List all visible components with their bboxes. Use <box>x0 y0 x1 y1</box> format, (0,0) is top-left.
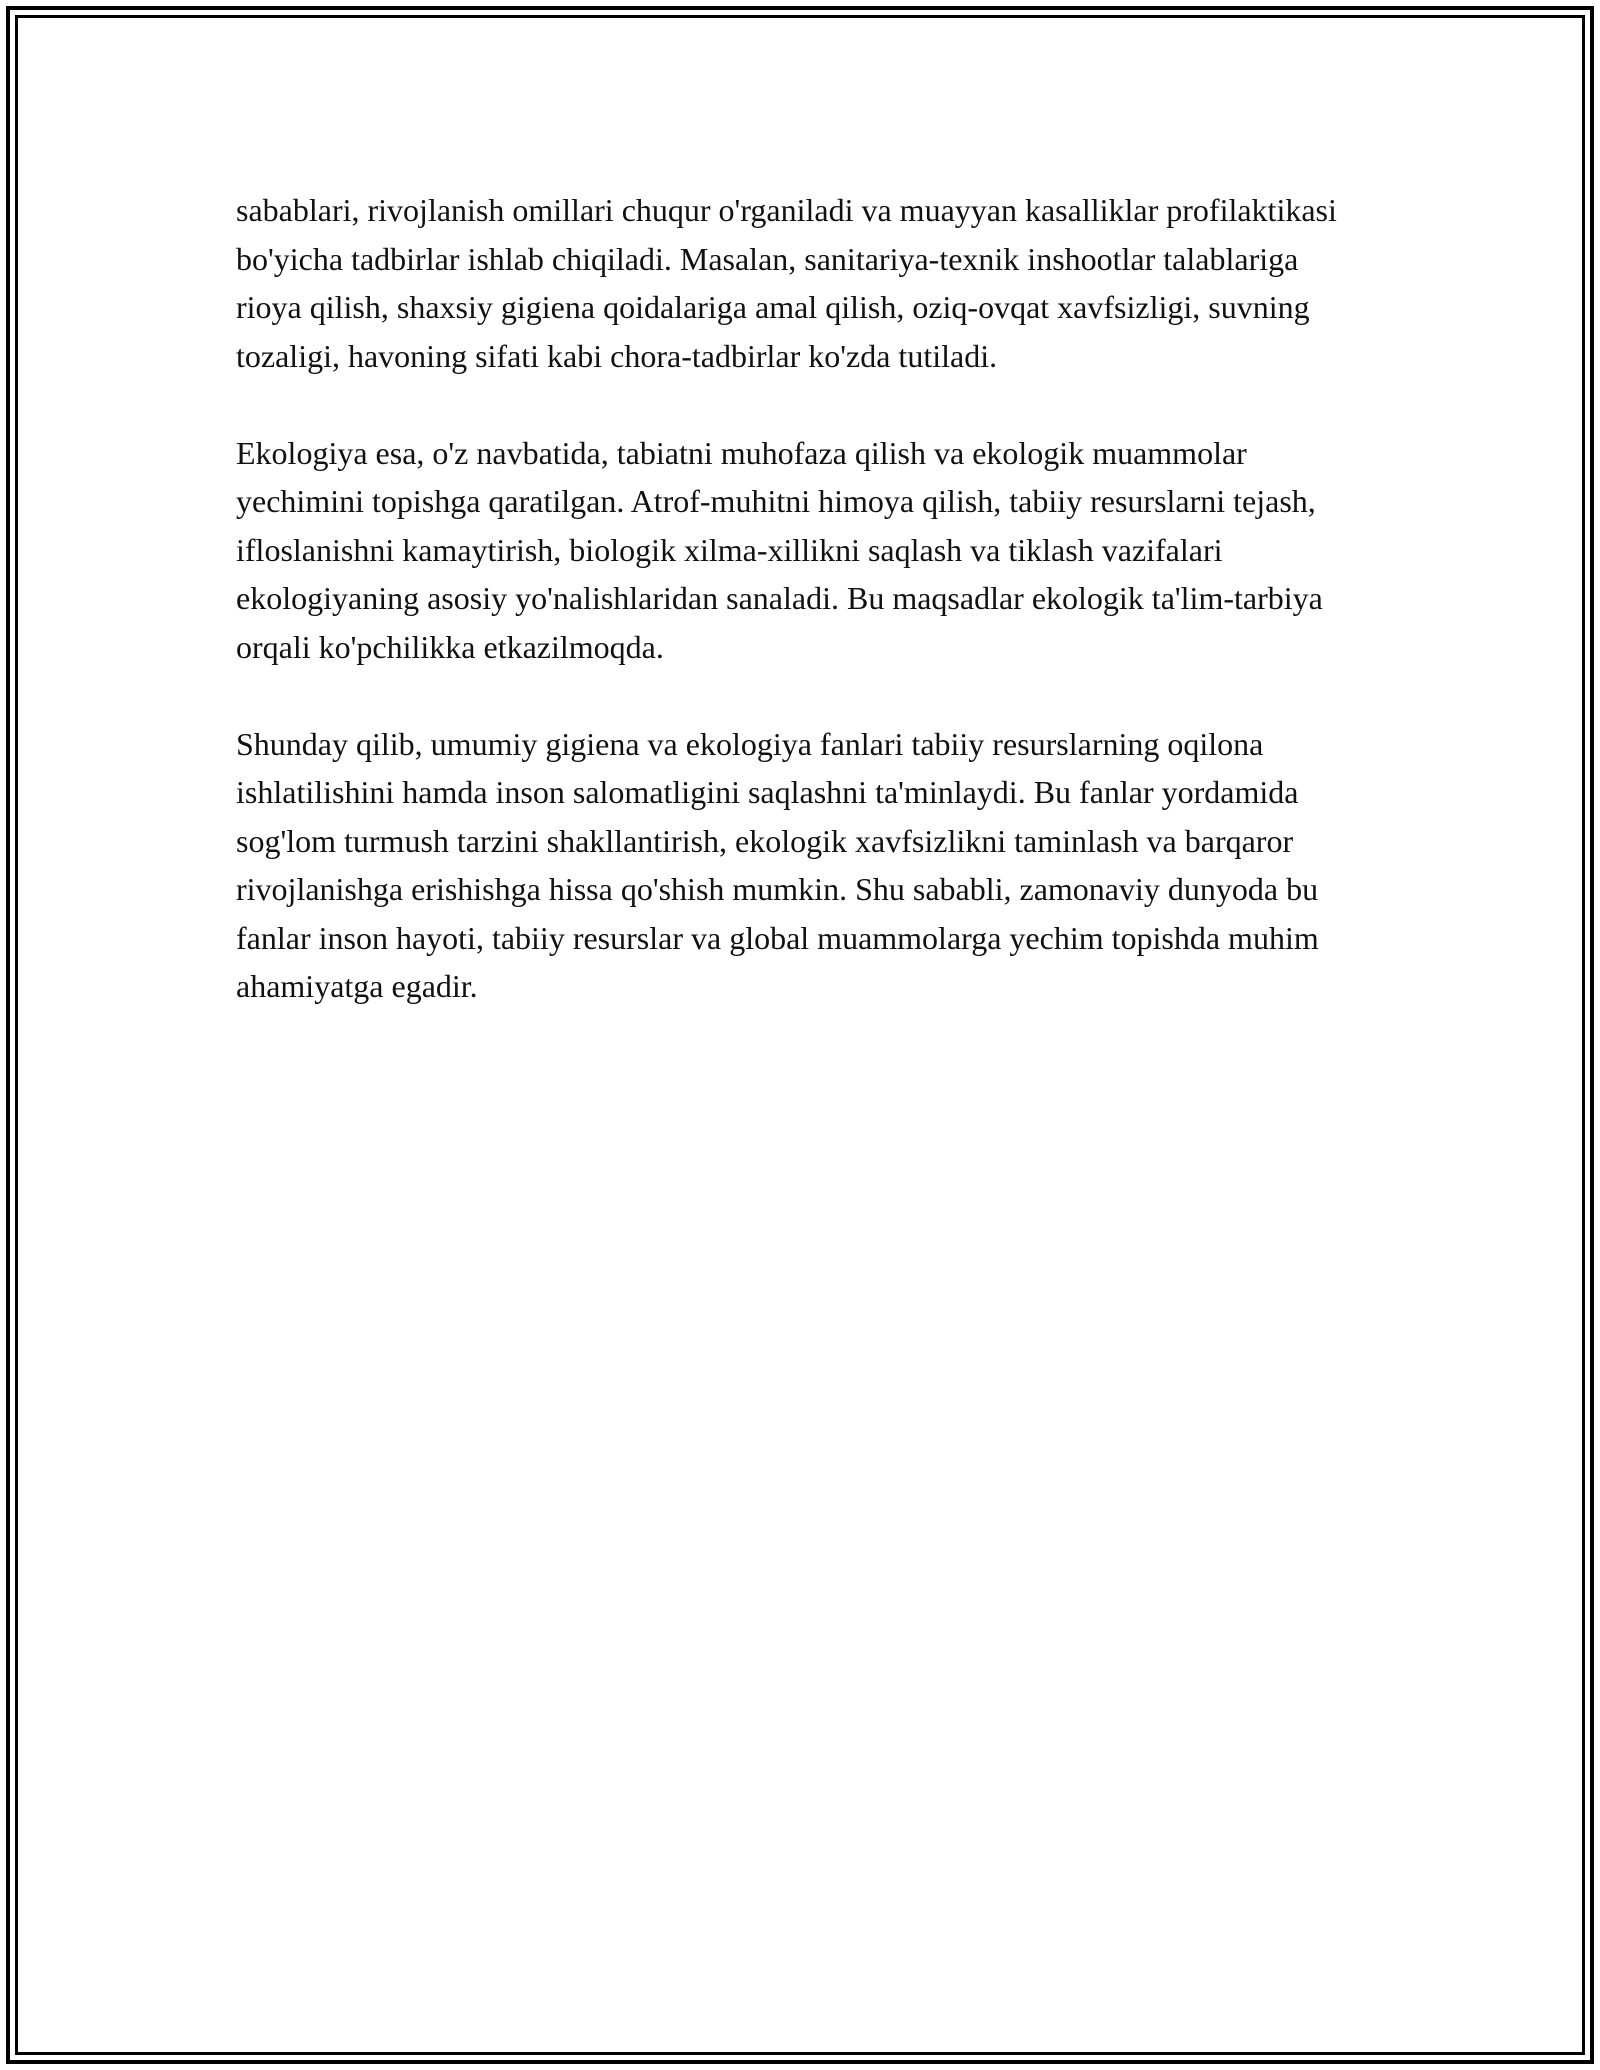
paragraph-ecology: Ekologiya esa, o'z navbatida, tabiatni muhofaza qilish va ekologik muammolar yechimini topishga qaratilgan. Atrof-muhitni himoya qilish, tabiiy resurslarni tejash, ifloslanishni kamaytirish, biologik xilma-xillikni saqlash va tiklash vazifalari ekologiyaning asosiy yo'nalishlaridan sanaladi. Bu maqsadlar ekologik ta'lim-tarbiya orqali ko'pchilikka etkazilmoqda. <box>236 434 1323 665</box>
paragraph-conclusion: Shunday qilib, umumiy gigiena va ekologiya fanlari tabiiy resurslarning oqilona ishlatilishini hamda inson salomatligini saqlashni ta'minlaydi. Bu fanlar yordamida sog'lom turmush tarzini shakllantirish, ekologik xavfsizlikni taminlash va barqaror rivojlanishga erishishga hissa qo'shish mumkin. Shu sababli, zamonaviy dunyoda bu fanlar inson hayoti, tabiiy resurslar va global muammolarga yechim topishda muhim ahamiyatga egadir. <box>236 725 1319 1004</box>
document-body <box>236 186 1366 1059</box>
paragraph-hygiene-measures: sabablari, rivojlanish omillari chuqur o'rganiladi va muayyan kasalliklar profilaktikasi bo'yicha tadbirlar ishlab chiqiladi. Masalan, sanitariya-texnik inshootlar talablariga rioya qilish, shaxsiy gigiena qoidalariga amal qilish, oziq-ovqat xavfsizligi, suvning tozaligi, havoning sifati kabi chora-tadbirlar ko'zda tutiladi. <box>236 192 1337 374</box>
